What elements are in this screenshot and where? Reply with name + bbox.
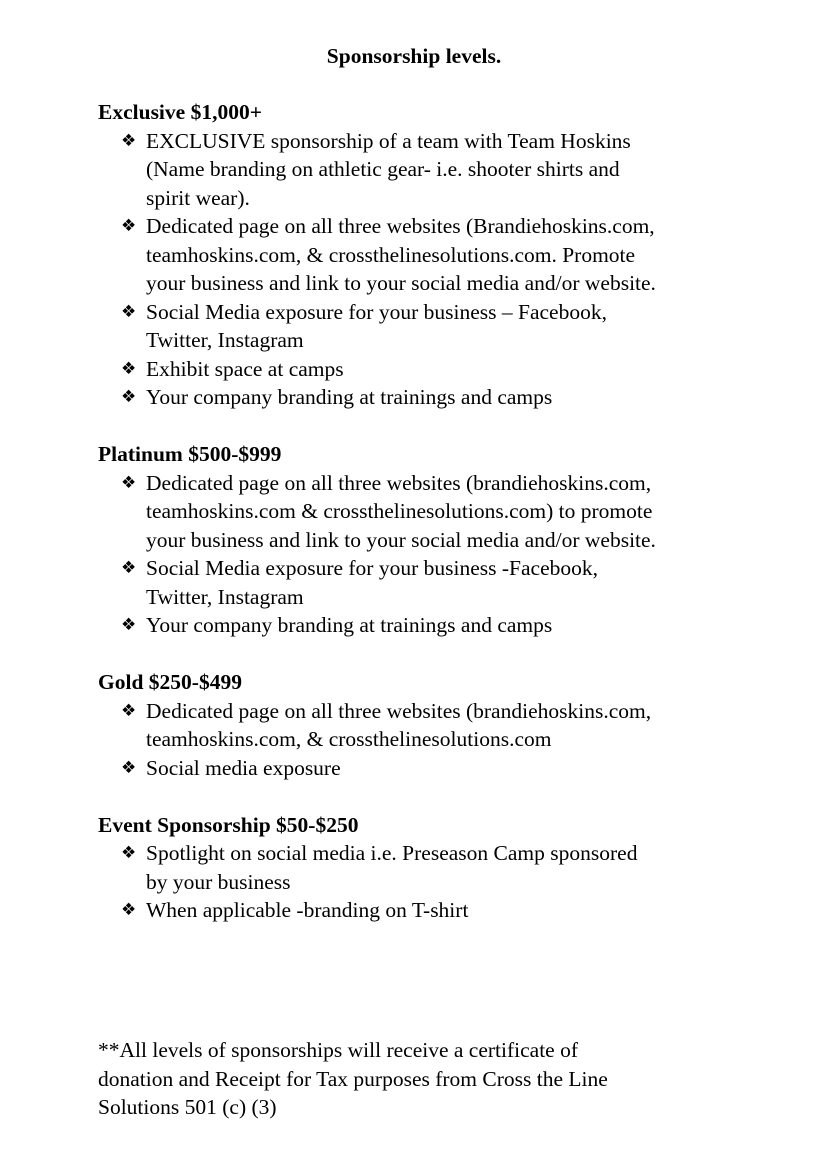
benefit-item xyxy=(121,127,758,213)
benefit-item xyxy=(121,469,758,555)
benefit-item xyxy=(121,611,758,640)
diamond-bullet-icon: ❖ xyxy=(121,900,137,920)
footnote-text: Solutions 501 (c) (3) xyxy=(98,1095,277,1119)
benefit-text: Dedicated page on all three websites (brandiehoskins.com, xyxy=(146,698,652,723)
page-title: Sponsorship levels. xyxy=(326,44,502,68)
benefit-list xyxy=(98,127,758,412)
benefit-text: (Name branding on athletic gear- i.e. shooter shirts and xyxy=(146,157,620,181)
benefit-text: Social media exposure xyxy=(146,755,341,780)
level-event-sponsorship xyxy=(98,811,758,925)
benefit-text: When applicable -branding on T-shirt xyxy=(146,898,469,922)
benefit-text: by your business xyxy=(146,869,291,894)
benefit-item xyxy=(121,212,758,298)
sponsorship-levels xyxy=(98,98,758,953)
benefit-item xyxy=(121,839,758,896)
benefit-list xyxy=(98,697,758,783)
benefit-text: Social Media exposure for your business -Facebook, xyxy=(146,556,598,580)
level-heading: Exclusive $1,000+ xyxy=(98,100,262,124)
benefit-text: spirit wear). xyxy=(146,185,250,210)
level-exclusive xyxy=(98,98,758,412)
benefit-text: teamhoskins.com & crossthelinesolutions.com) to promote xyxy=(146,499,653,523)
benefit-text: Your company branding at trainings and camps xyxy=(146,385,553,409)
diamond-bullet-icon: ❖ xyxy=(121,301,137,322)
benefit-text: Spotlight on social media i.e. Preseason Camp sponsored xyxy=(146,841,638,865)
benefit-item xyxy=(121,697,758,754)
benefit-item xyxy=(121,298,758,355)
benefit-text: Dedicated page on all three websites (brandiehoskins.com, xyxy=(146,470,652,495)
diamond-bullet-icon: ❖ xyxy=(121,757,137,778)
benefit-item xyxy=(121,754,758,783)
benefit-text: EXCLUSIVE sponsorship of a team with Team Hoskins xyxy=(146,128,631,153)
benefit-text: Twitter, Instagram xyxy=(146,584,304,609)
benefit-text: Dedicated page on all three websites (Brandiehoskins.com, xyxy=(146,214,655,238)
level-heading: Gold $250-$499 xyxy=(98,670,242,694)
benefit-text: teamhoskins.com, & crossthelinesolutions.com. Promote xyxy=(146,242,636,267)
level-platinum xyxy=(98,440,758,640)
tax-footnote xyxy=(98,1036,758,1122)
benefit-text: teamhoskins.com, & crossthelinesolutions.com xyxy=(146,727,552,751)
benefit-item xyxy=(121,383,758,412)
benefit-list xyxy=(98,839,758,925)
level-heading: Platinum $500-$999 xyxy=(98,442,282,466)
benefit-item xyxy=(121,896,758,925)
diamond-bullet-icon: ❖ xyxy=(121,216,137,236)
benefit-item xyxy=(121,355,758,384)
level-gold xyxy=(98,668,758,782)
level-heading: Event Sponsorship $50-$250 xyxy=(98,812,359,837)
diamond-bullet-icon: ❖ xyxy=(121,387,137,407)
benefit-text: your business and link to your social media and/or website. xyxy=(146,271,656,295)
footnote-text: **All levels of sponsorships will receive a certificate of xyxy=(98,1038,579,1062)
benefit-text: Social Media exposure for your business – Facebook, xyxy=(146,299,607,324)
diamond-bullet-icon: ❖ xyxy=(121,358,137,379)
benefit-text: Your company branding at trainings and camps xyxy=(146,613,553,637)
diamond-bullet-icon: ❖ xyxy=(121,843,137,863)
benefit-text: Twitter, Instagram xyxy=(146,328,304,352)
diamond-bullet-icon: ❖ xyxy=(121,472,137,493)
diamond-bullet-icon: ❖ xyxy=(121,615,137,635)
benefit-text: your business and link to your social media and/or website. xyxy=(146,527,656,552)
diamond-bullet-icon: ❖ xyxy=(121,700,137,721)
benefit-item xyxy=(121,554,758,611)
benefit-list xyxy=(98,469,758,640)
benefit-text: Exhibit space at camps xyxy=(146,356,344,381)
diamond-bullet-icon: ❖ xyxy=(121,558,137,578)
diamond-bullet-icon: ❖ xyxy=(121,130,137,151)
footnote-text: donation and Receipt for Tax purposes from Cross the Line xyxy=(98,1066,608,1091)
